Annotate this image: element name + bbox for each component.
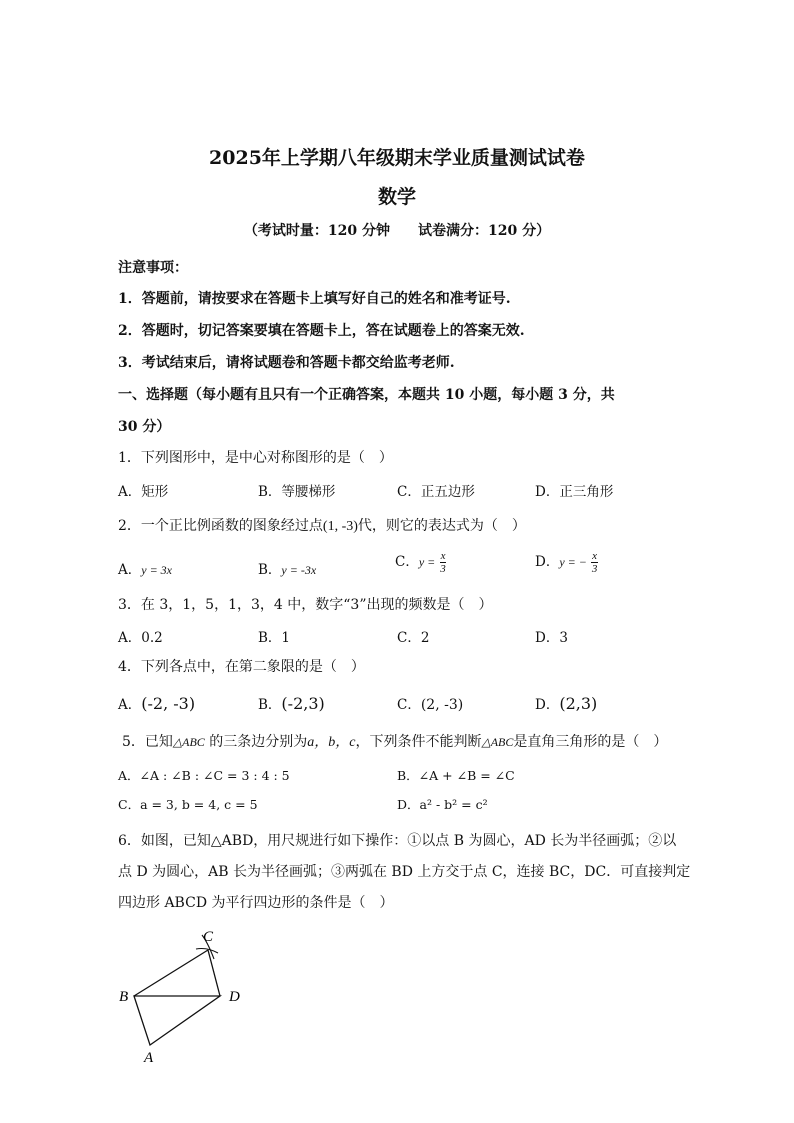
question-6-line: 6．如图，已知△ABD，用尺规进行如下操作：①以点 B 为圆心，AD 长为半径画弧；②以 <box>118 833 677 849</box>
q6-figure <box>110 925 270 1075</box>
q2-option-c-fraction <box>440 550 447 575</box>
q5-triangle: △ABC <box>172 735 205 749</box>
question-4-stem: 4．下列各点中，在第二象限的是（ ） <box>118 659 365 675</box>
point-label-d: D <box>229 989 240 1005</box>
q5-option-b: B．∠A + ∠B = ∠C <box>397 768 515 783</box>
q2-stem-post: 代，则它的表达式为（ ） <box>357 518 526 534</box>
q5-sides: a，b，c <box>307 735 356 750</box>
q5-stem-d: 是直角三角形的是（ ） <box>513 734 668 750</box>
q3-option-c: C．2 <box>397 630 430 646</box>
question-5-stem <box>122 731 667 751</box>
q1-option-d: D．正三角形 <box>535 484 614 500</box>
q5-stem-a: 5．已知 <box>122 734 173 750</box>
q5-stem-b: 的三条边分别为 <box>209 734 308 750</box>
exam-title: 2025年上学期八年级期末学业质量测试试卷 <box>209 147 585 169</box>
exam-info: （考试时量：120 分钟 试卷满分：120 分） <box>243 223 551 239</box>
section-heading: 一、选择题（每小题有且只有一个正确答案，本题共 10 小题，每小题 3 分，共 <box>118 387 615 403</box>
q3-option-a: A．0.2 <box>118 630 163 646</box>
q5-stem-c: ，下列条件不能判断 <box>355 734 482 750</box>
q3-option-b: B．1 <box>258 630 291 646</box>
q2-option-b <box>258 558 316 578</box>
q2-option-c-label: C． <box>395 554 419 570</box>
q2-option-c-lhs: y = <box>418 555 436 569</box>
q2-option-c <box>395 550 446 575</box>
q5-option-d: D．a² - b² = c² <box>397 797 488 812</box>
notes-heading: 注意事项： <box>118 260 188 276</box>
q2-point: (1, -3) <box>322 519 358 534</box>
note-item: 1．答题前，请按要求在答题卡上填写好自己的姓名和准考证号. <box>118 291 511 307</box>
q5-option-c: C．a = 3, b = 4, c = 5 <box>118 797 258 812</box>
q4-option-d-label: D． <box>535 697 560 713</box>
fraction-denominator: 3 <box>440 563 446 575</box>
q2-option-a-expr: y = 3x <box>141 563 172 577</box>
point-label-a: A <box>144 1050 154 1066</box>
q4-option-a <box>118 693 195 713</box>
question-2-stem <box>118 515 526 535</box>
segment-bc <box>134 950 208 996</box>
q4-option-d <box>535 693 597 713</box>
q4-option-c-value: (2, -3) <box>420 697 464 713</box>
segment-dc <box>208 950 220 996</box>
q1-option-a: A．矩形 <box>118 484 169 500</box>
q2-option-d-lhs: y = − <box>559 555 587 569</box>
q2-option-d-label: D． <box>535 554 560 570</box>
q1-option-c: C．正五边形 <box>397 484 475 500</box>
q2-option-a <box>118 558 172 578</box>
point-label-c: C <box>203 929 214 945</box>
question-6-line: 四边形 ABCD 为平行四边形的条件是（ ） <box>118 895 394 911</box>
q4-option-a-value: (-2, -3) <box>141 694 196 713</box>
q4-option-b-label: B． <box>258 697 282 713</box>
q5-triangle: △ABC <box>481 735 514 749</box>
question-6-line: 点 D 为圆心，AB 长为半径画弧；③两弧在 BD 上方交于点 C，连接 BC，DC．可直接判定 <box>118 864 691 880</box>
q4-option-c-label: C． <box>397 697 421 713</box>
q2-option-a-label: A． <box>118 562 142 578</box>
q4-option-c <box>397 693 463 713</box>
fraction-denominator: 3 <box>591 563 598 575</box>
point-label-b: B <box>119 989 129 1005</box>
fraction-numerator: x <box>440 550 446 562</box>
q2-option-b-expr: y = -3x <box>281 563 317 577</box>
q1-option-b: B．等腰梯形 <box>258 484 336 500</box>
q4-option-b-value: (-2,3) <box>281 694 325 713</box>
note-item: 2．答题时，切记答案要填在答题卡上，答在试题卷上的答案无效. <box>118 323 525 339</box>
triangle-abd <box>134 996 220 1045</box>
q4-option-d-value: (2,3) <box>559 694 598 713</box>
q2-option-d-fraction <box>591 550 598 575</box>
subject-title: 数学 <box>377 186 416 208</box>
q5-option-a: A．∠A : ∠B : ∠C = 3 : 4 : 5 <box>118 768 290 783</box>
q4-option-b <box>258 693 325 713</box>
q3-option-d: D．3 <box>535 630 568 646</box>
note-item: 3．考试结束后，请将试题卷和答题卡都交给监考老师. <box>118 355 455 371</box>
question-3-stem: 3．在 3，1，5，1，3，4 中，数字“3”出现的频数是（ ） <box>118 597 493 613</box>
fraction-numerator: x <box>592 550 598 562</box>
question-1-stem: 1．下列图形中，是中心对称图形的是（ ） <box>118 450 393 466</box>
q2-option-b-label: B． <box>258 562 282 578</box>
section-heading-cont: 30 分） <box>118 419 171 435</box>
q4-option-a-label: A． <box>118 697 142 713</box>
q2-option-d <box>535 550 598 575</box>
q2-stem-pre: 2．一个正比例函数的图象经过点 <box>118 518 323 534</box>
